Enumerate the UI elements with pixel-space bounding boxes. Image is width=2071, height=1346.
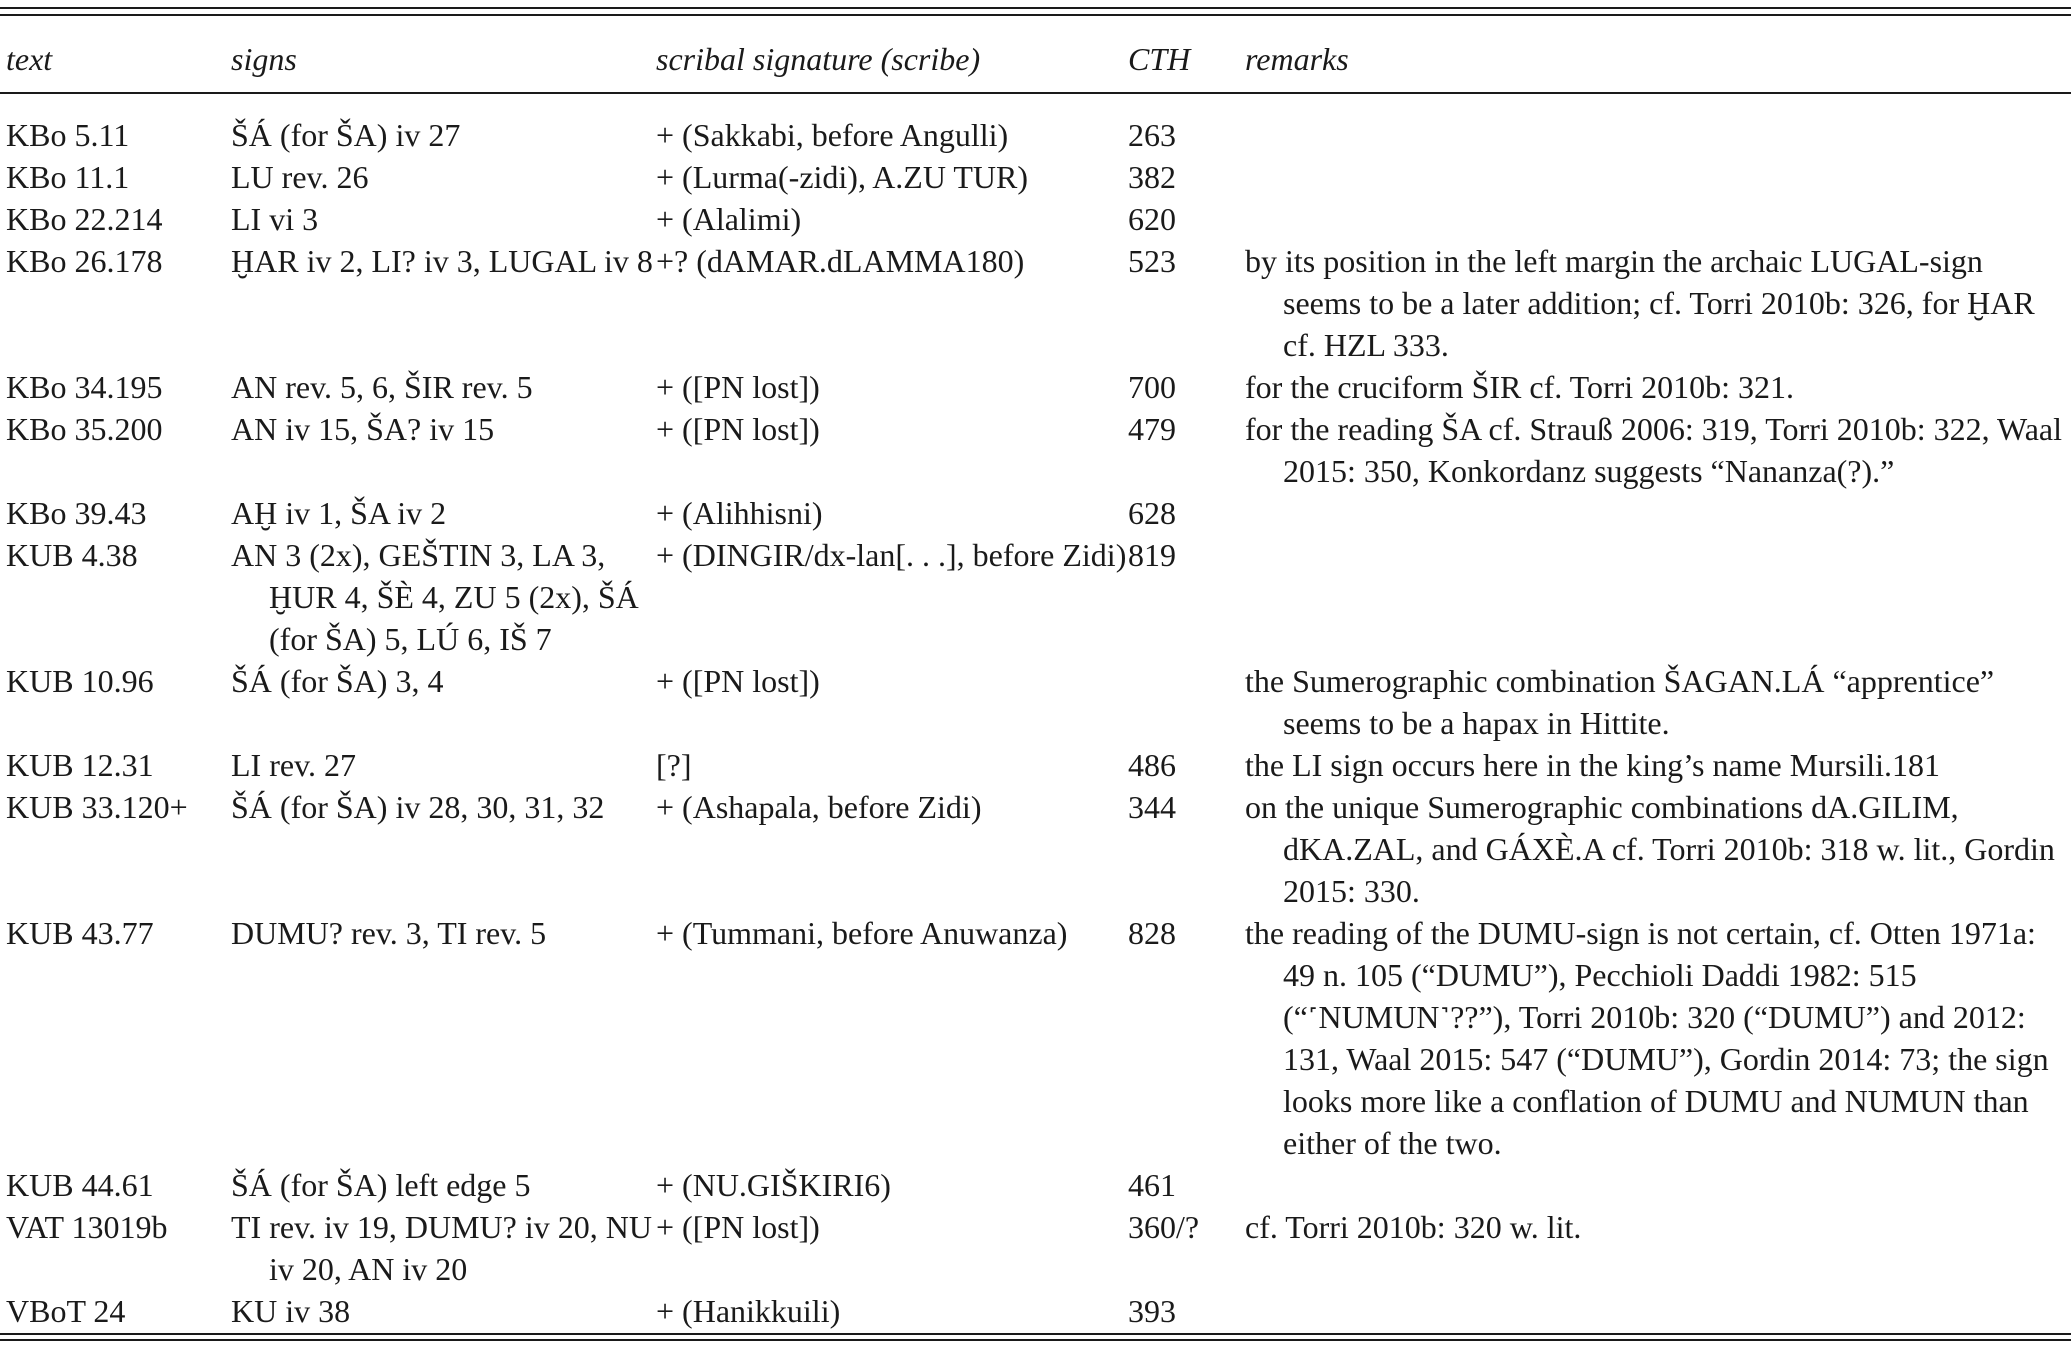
header-row — [6, 30, 2066, 98]
cell-scribe: + ([PN lost]) — [656, 663, 820, 699]
table-row — [6, 492, 2066, 534]
cell-scribe: + ([PN lost]) — [656, 1209, 820, 1245]
cell-remarks: for the cruciform ŠIR cf. Torri 2010b: 321. — [1245, 369, 1795, 405]
top-rule — [0, 7, 2071, 9]
cell-scribe: + (Sakkabi, before Angulli) — [656, 117, 1009, 153]
cell-remarks: by its position in the left margin the archaic LUGAL-sign seems to be a later addition; cf. Torri 2010b: 326, for ḪAR cf. HZL 333. — [1245, 243, 2035, 363]
cell-cth: 263 — [1128, 117, 1176, 153]
header-text: text — [6, 41, 53, 77]
cell-cth — [1128, 660, 1245, 744]
cell-scribe: + (Ashapala, before Zidi) — [656, 789, 982, 825]
cell-remarks — [1245, 1290, 2066, 1338]
table-row — [6, 534, 2066, 660]
cell-signs: DUMU? rev. 3, TI rev. 5 — [231, 915, 547, 951]
cell-signs: KU iv 38 — [231, 1293, 351, 1329]
cell-cth: 819 — [1128, 537, 1176, 573]
cell-scribe: + (Tummani, before Anuwanza) — [656, 915, 1068, 951]
cell-remarks — [1245, 98, 2066, 156]
cell-cth: 393 — [1128, 1293, 1176, 1329]
cell-cth: 479 — [1128, 411, 1176, 447]
cell-cth: 344 — [1128, 789, 1176, 825]
scribal-signs-table — [6, 30, 2066, 1338]
cell-text: KBo 22.214 — [6, 201, 163, 237]
bottom-rule-outer — [0, 1339, 2071, 1341]
cell-text: KUB 44.61 — [6, 1167, 154, 1203]
cell-scribe: + (Alalimi) — [656, 201, 802, 237]
cell-remarks — [1245, 1164, 2066, 1206]
cell-cth: 461 — [1128, 1167, 1176, 1203]
table-row — [6, 198, 2066, 240]
table-row — [6, 912, 2066, 1164]
cell-scribe: + (NU.GIŠKIRI6) — [656, 1167, 891, 1203]
cell-text: KBo 26.178 — [6, 243, 163, 279]
cell-cth: 700 — [1128, 369, 1176, 405]
table-row — [6, 240, 2066, 366]
table-row — [6, 408, 2066, 492]
table-row — [6, 744, 2066, 786]
cell-scribe: + ([PN lost]) — [656, 369, 820, 405]
cell-scribe: + (Alihhisni) — [656, 495, 823, 531]
cell-text: KUB 12.31 — [6, 747, 154, 783]
cell-remarks — [1245, 534, 2066, 660]
cell-remarks — [1245, 198, 2066, 240]
cell-cth: 382 — [1128, 159, 1176, 195]
table-row — [6, 1164, 2066, 1206]
cell-signs: AN rev. 5, 6, ŠIR rev. 5 — [231, 369, 533, 405]
cell-remarks — [1245, 156, 2066, 198]
header-cth: CTH — [1128, 41, 1191, 77]
cell-remarks: the reading of the DUMU-sign is not certain, cf. Otten 1971a: 49 n. 105 (“DUMU”), Pecchioli Daddi 1982: 515 (“˹NUMUN˺??”), Torri 2010b: 320 (“DUMU”) and 2012: 131, Waal 2015: 547 (“DUMU”), Gordin 2014: 73; the sign looks more like a conflation of DUMU and NUMUN than either of the two. — [1245, 915, 2049, 1161]
cell-signs: ḪAR iv 2, LI? iv 3, LUGAL iv 8 — [231, 243, 653, 279]
cell-remarks: cf. Torri 2010b: 320 w. lit. — [1245, 1209, 1582, 1245]
cell-signs: ŠÁ (for ŠA) left edge 5 — [231, 1167, 531, 1203]
cell-remarks: the LI sign occurs here in the king’s name Mursili.181 — [1245, 747, 1940, 783]
table-row — [6, 660, 2066, 744]
cell-text: KUB 4.38 — [6, 537, 138, 573]
cell-cth: 828 — [1128, 915, 1176, 951]
table-row — [6, 98, 2066, 156]
cell-remarks: the Sumerographic combination ŠAGAN.LÁ “apprentice” seems to be a hapax in Hittite. — [1245, 663, 1995, 741]
cell-scribe: [?] — [656, 747, 692, 783]
table-row — [6, 366, 2066, 408]
cell-signs: AḪ iv 1, ŠA iv 2 — [231, 495, 447, 531]
cell-text: VAT 13019b — [6, 1209, 168, 1245]
cell-cth: 523 — [1128, 243, 1176, 279]
cell-signs: AN 3 (2x), GEŠTIN 3, LA 3, ḪUR 4, ŠÈ 4, ZU 5 (2x), ŠÁ (for ŠA) 5, LÚ 6, IŠ 7 — [231, 537, 639, 657]
cell-text: KUB 10.96 — [6, 663, 154, 699]
cell-scribe: + ([PN lost]) — [656, 411, 820, 447]
cell-signs: LI rev. 27 — [231, 747, 356, 783]
table-row — [6, 786, 2066, 912]
cell-signs: LI vi 3 — [231, 201, 319, 237]
cell-text: KBo 34.195 — [6, 369, 163, 405]
cell-cth: 360/? — [1128, 1209, 1200, 1245]
cell-remarks: on the unique Sumerographic combinations dA.GILIM, dKA.ZAL, and GÁXÈ.A cf. Torri 2010b: 318 w. lit., Gordin 2015: 330. — [1245, 789, 2055, 909]
cell-text: KUB 43.77 — [6, 915, 154, 951]
cell-remarks: for the reading ŠA cf. Strauß 2006: 319, Torri 2010b: 322, Waal 2015: 350, Konkordanz suggests “Nananza(?).” — [1245, 411, 2062, 489]
cell-text: VBoT 24 — [6, 1293, 126, 1329]
cell-signs: LU rev. 26 — [231, 159, 369, 195]
table-row — [6, 156, 2066, 198]
cell-scribe: + (DINGIR/dx-lan[. . .], before Zidi) — [656, 537, 1127, 573]
top-rule-inner — [0, 14, 2071, 16]
cell-remarks — [1245, 492, 2066, 534]
cell-text: KBo 35.200 — [6, 411, 163, 447]
cell-signs: ŠÁ (for ŠA) iv 27 — [231, 117, 461, 153]
header-signs: signs — [231, 41, 297, 77]
cell-cth: 620 — [1128, 201, 1176, 237]
table-row — [6, 1290, 2066, 1338]
cell-signs: ŠÁ (for ŠA) iv 28, 30, 31, 32 — [231, 789, 605, 825]
cell-text: KBo 5.11 — [6, 117, 130, 153]
cell-scribe: +? (dAMAR.dLAMMA180) — [656, 243, 1025, 279]
cell-signs: TI rev. iv 19, DUMU? iv 20, NU iv 20, AN iv 20 — [231, 1209, 652, 1287]
cell-scribe: + (Lurma(-zidi), A.ZU TUR) — [656, 159, 1029, 195]
cell-cth: 628 — [1128, 495, 1176, 531]
cell-text: KBo 11.1 — [6, 159, 130, 195]
cell-scribe: + (Hanikkuili) — [656, 1293, 841, 1329]
table-row — [6, 1206, 2066, 1290]
header-remarks: remarks — [1245, 41, 1349, 77]
cell-text: KUB 33.120+ — [6, 789, 188, 825]
cell-signs: AN iv 15, ŠA? iv 15 — [231, 411, 495, 447]
cell-signs: ŠÁ (for ŠA) 3, 4 — [231, 663, 444, 699]
cell-cth: 486 — [1128, 747, 1176, 783]
cell-text: KBo 39.43 — [6, 495, 147, 531]
header-scribe: scribal signature (scribe) — [656, 41, 981, 77]
